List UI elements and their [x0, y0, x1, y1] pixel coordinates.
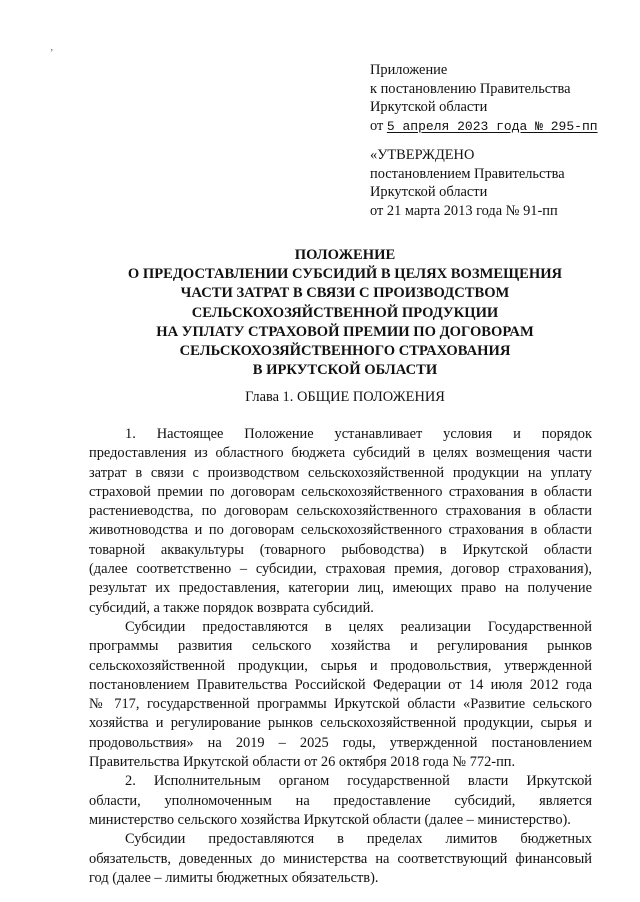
text-line: министерство сельского хозяйства Иркутской области (далее – министерство).: [89, 811, 571, 828]
title-line: В ИРКУТСКОЙ ОБЛАСТИ: [252, 362, 438, 379]
text-line: Правительства Иркутской области от 26 октября 2018 года № 772-пп.: [89, 754, 516, 771]
text-line: хозяйства и регулирование рынков сельскохозяйственной продукции, сырья и: [89, 715, 592, 732]
title-line: ПОЛОЖЕНИЕ: [294, 247, 396, 263]
text-line: области, уполномоченным на предоставление субсидий, является: [89, 792, 592, 809]
document-body: [89, 425, 592, 888]
text-line: результат их предоставления, категории лиц, имеющих право на получение: [89, 580, 592, 597]
chapter-heading: Глава 1. ОБЩИЕ ПОЛОЖЕНИЯ: [245, 389, 445, 405]
paragraph-1: [89, 425, 592, 618]
text-line: Субсидии предоставляются в пределах лимитов бюджетных: [125, 831, 592, 848]
text-line: постановлением Правительства Российской Федерации от 14 июля 2012 года: [89, 676, 592, 693]
appendix-date-value: 5 апреля 2023 года № 295-пп: [386, 118, 598, 134]
document-title: [90, 246, 600, 380]
text-line: предоставления из областного бюджета субсидий в целях возмещения части: [89, 445, 592, 462]
text-line: 1. Настоящее Положение устанавливает условия и порядок: [125, 426, 592, 442]
title-line: О ПРЕДОСТАВЛЕНИИ СУБСИДИЙ В ЦЕЛЯХ ВОЗМЕЩЕНИЯ: [127, 266, 563, 283]
text-line: (далее соответственно – субсидии, страховая премия, договор страхования),: [89, 561, 592, 578]
approved-header: [370, 146, 565, 220]
scan-mark: ’: [50, 48, 54, 59]
text-line: Субсидии предоставляются в целях реализации Государственной: [125, 618, 592, 635]
title-line: СЕЛЬСКОХОЗЯЙСТВЕННОГО СТРАХОВАНИЯ: [179, 343, 511, 360]
paragraph-4: [89, 830, 592, 888]
appendix-line-2: к постановлению Правительства: [370, 80, 571, 97]
approved-line-3: Иркутской области: [370, 184, 488, 200]
approved-line-4: от 21 марта 2013 года № 91-пп: [370, 202, 558, 219]
appendix-line-3: Иркутской области: [370, 99, 488, 115]
paragraph-2: [89, 618, 592, 772]
text-line: затрат в связи с производством сельскохозяйственной продукции на уплату: [89, 464, 592, 481]
text-line: товарной аквакультуры (товарного рыбоводства) в Иркутской области: [89, 541, 592, 558]
text-line: программы развития сельского хозяйства и регулирования рынков: [89, 638, 592, 655]
text-line: 2. Исполнительным органом государственной власти Иркутской: [125, 773, 592, 790]
text-line: растениеводства, по договорам сельскохозяйственного страхования в области: [89, 503, 592, 520]
title-line: НА УПЛАТУ СТРАХОВОЙ ПРЕМИИ ПО ДОГОВОРАМ: [156, 323, 534, 340]
text-line: субсидий, а также порядок возврата субсидий.: [89, 599, 374, 616]
approved-line-1: «УТВЕРЖДЕНО: [370, 147, 475, 163]
text-line: обязательств, доведенных до министерства на соответствующий финансовый: [89, 850, 592, 867]
title-line: СЕЛЬСКОХОЗЯЙСТВЕННОЙ ПРОДУКЦИИ: [191, 304, 499, 321]
appendix-header: [370, 61, 598, 136]
text-line: № 717, государственной программы Иркутской области «Развитие сельского: [89, 696, 592, 713]
text-line: продовольствия» на 2019 – 2025 годы, утвержденной постановлением: [89, 734, 592, 751]
appendix-date-prefix: от: [370, 117, 387, 134]
approved-line-2: постановлением Правительства: [370, 165, 565, 182]
text-line: сельскохозяйственной продукции, сырья и продовольствия, утвержденной: [89, 657, 592, 674]
appendix-line-1: Приложение: [370, 62, 448, 78]
appendix-date-line: [370, 117, 598, 137]
text-line: страховой премии по договорам сельскохозяйственного страхования в области: [89, 483, 592, 500]
paragraph-3: [89, 772, 592, 830]
text-line: год (далее – лимиты бюджетных обязательств).: [89, 869, 379, 886]
title-line: ЧАСТИ ЗАТРАТ В СВЯЗИ С ПРОИЗВОДСТВОМ: [180, 285, 510, 302]
text-line: животноводства и по договорам сельскохозяйственного страхования в области: [89, 522, 592, 539]
